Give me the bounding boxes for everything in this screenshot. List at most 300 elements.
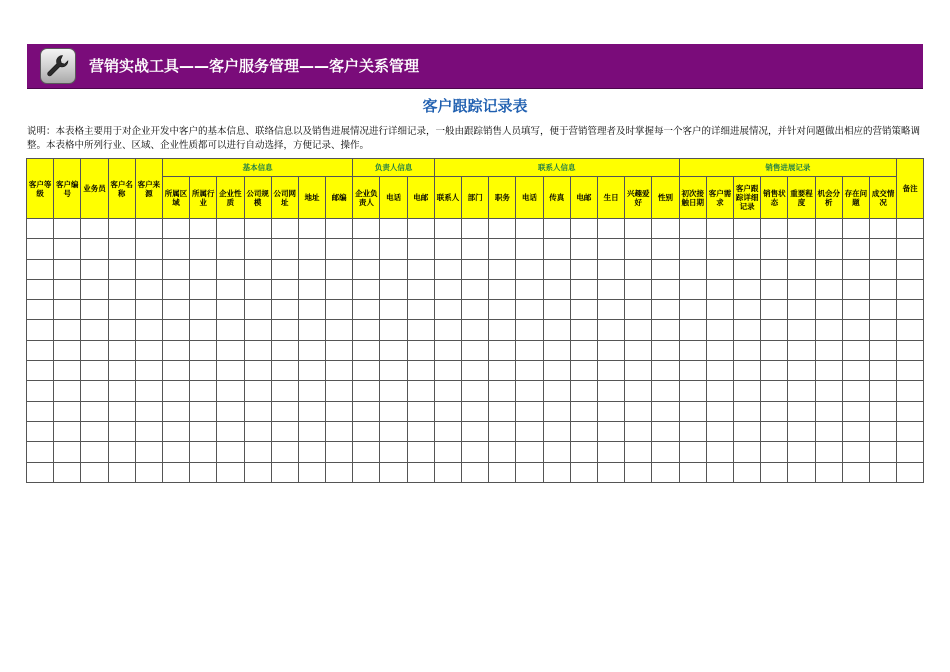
table-cell[interactable] [897,219,924,239]
table-cell[interactable] [706,361,733,381]
table-cell[interactable] [652,401,679,421]
table-cell[interactable] [543,279,570,299]
table-cell[interactable] [434,259,461,279]
table-cell[interactable] [897,259,924,279]
table-cell[interactable] [652,239,679,259]
table-cell[interactable] [598,320,625,340]
table-cell[interactable] [625,320,652,340]
table-cell[interactable] [761,219,788,239]
table-cell[interactable] [244,340,271,360]
table-cell[interactable] [326,381,353,401]
table-cell[interactable] [298,421,325,441]
table-cell[interactable] [81,340,108,360]
table-cell[interactable] [734,259,761,279]
table-cell[interactable] [217,239,244,259]
table-cell[interactable] [380,361,407,381]
table-cell[interactable] [679,442,706,462]
table-cell[interactable] [271,219,298,239]
table-cell[interactable] [54,421,81,441]
table-cell[interactable] [162,340,189,360]
table-cell[interactable] [190,361,217,381]
table-cell[interactable] [788,381,815,401]
table-cell[interactable] [271,279,298,299]
table-cell[interactable] [489,462,516,482]
table-cell[interactable] [380,442,407,462]
table-cell[interactable] [135,300,162,320]
table-cell[interactable] [54,300,81,320]
table-cell[interactable] [353,462,380,482]
table-cell[interactable] [842,462,869,482]
table-cell[interactable] [869,320,896,340]
table-cell[interactable] [190,259,217,279]
table-cell[interactable] [489,381,516,401]
table-cell[interactable] [842,239,869,259]
table-cell[interactable] [489,239,516,259]
table-cell[interactable] [869,361,896,381]
table-cell[interactable] [761,381,788,401]
table-cell[interactable] [788,442,815,462]
table-cell[interactable] [380,239,407,259]
table-cell[interactable] [897,401,924,421]
table-cell[interactable] [407,279,434,299]
table-cell[interactable] [271,340,298,360]
table-cell[interactable] [217,421,244,441]
table-cell[interactable] [625,300,652,320]
table-cell[interactable] [190,219,217,239]
table-cell[interactable] [815,320,842,340]
table-cell[interactable] [706,320,733,340]
table-cell[interactable] [353,279,380,299]
table-cell[interactable] [135,361,162,381]
table-cell[interactable] [326,442,353,462]
table-cell[interactable] [81,401,108,421]
table-cell[interactable] [407,421,434,441]
table-cell[interactable] [190,239,217,259]
table-cell[interactable] [652,279,679,299]
table-cell[interactable] [271,300,298,320]
table-cell[interactable] [543,361,570,381]
table-cell[interactable] [761,442,788,462]
table-cell[interactable] [897,381,924,401]
table-cell[interactable] [897,340,924,360]
table-cell[interactable] [679,239,706,259]
table-cell[interactable] [652,442,679,462]
table-cell[interactable] [543,381,570,401]
table-cell[interactable] [298,361,325,381]
table-cell[interactable] [625,219,652,239]
table-cell[interactable] [598,421,625,441]
table-cell[interactable] [761,320,788,340]
table-cell[interactable] [625,259,652,279]
table-cell[interactable] [271,320,298,340]
table-cell[interactable] [570,239,597,259]
table-cell[interactable] [869,381,896,401]
table-cell[interactable] [516,462,543,482]
table-cell[interactable] [516,239,543,259]
table-cell[interactable] [869,421,896,441]
table-cell[interactable] [815,300,842,320]
table-cell[interactable] [271,361,298,381]
table-cell[interactable] [271,462,298,482]
table-cell[interactable] [734,320,761,340]
table-cell[interactable] [570,279,597,299]
table-cell[interactable] [244,320,271,340]
table-cell[interactable] [27,279,54,299]
table-cell[interactable] [815,219,842,239]
table-cell[interactable] [570,401,597,421]
table-cell[interactable] [298,442,325,462]
table-cell[interactable] [271,421,298,441]
table-cell[interactable] [598,259,625,279]
table-cell[interactable] [543,239,570,259]
table-cell[interactable] [108,462,135,482]
table-cell[interactable] [380,421,407,441]
table-cell[interactable] [815,401,842,421]
table-cell[interactable] [380,320,407,340]
table-cell[interactable] [217,320,244,340]
table-cell[interactable] [815,361,842,381]
table-cell[interactable] [625,279,652,299]
table-cell[interactable] [353,421,380,441]
table-cell[interactable] [598,300,625,320]
table-cell[interactable] [706,442,733,462]
table-cell[interactable] [570,381,597,401]
table-cell[interactable] [27,320,54,340]
table-cell[interactable] [897,361,924,381]
table-cell[interactable] [244,462,271,482]
table-cell[interactable] [190,320,217,340]
table-cell[interactable] [761,361,788,381]
table-cell[interactable] [788,239,815,259]
table-cell[interactable] [27,421,54,441]
table-cell[interactable] [81,259,108,279]
table-cell[interactable] [869,300,896,320]
table-cell[interactable] [217,340,244,360]
table-cell[interactable] [135,239,162,259]
table-cell[interactable] [135,462,162,482]
table-cell[interactable] [788,462,815,482]
table-cell[interactable] [190,340,217,360]
table-cell[interactable] [462,259,489,279]
table-cell[interactable] [434,320,461,340]
table-cell[interactable] [598,442,625,462]
table-cell[interactable] [244,279,271,299]
table-cell[interactable] [298,279,325,299]
table-cell[interactable] [625,340,652,360]
table-cell[interactable] [81,239,108,259]
table-cell[interactable] [162,462,189,482]
table-cell[interactable] [734,239,761,259]
table-cell[interactable] [706,279,733,299]
table-cell[interactable] [27,239,54,259]
table-cell[interactable] [652,340,679,360]
table-cell[interactable] [543,421,570,441]
table-cell[interactable] [516,442,543,462]
table-cell[interactable] [81,381,108,401]
table-cell[interactable] [108,320,135,340]
table-cell[interactable] [625,361,652,381]
table-cell[interactable] [190,421,217,441]
table-cell[interactable] [54,340,81,360]
table-cell[interactable] [489,442,516,462]
table-cell[interactable] [298,381,325,401]
table-cell[interactable] [842,320,869,340]
table-cell[interactable] [652,421,679,441]
table-cell[interactable] [842,442,869,462]
table-cell[interactable] [271,239,298,259]
table-cell[interactable] [788,300,815,320]
table-cell[interactable] [326,239,353,259]
table-cell[interactable] [516,300,543,320]
table-cell[interactable] [652,381,679,401]
table-cell[interactable] [570,462,597,482]
table-cell[interactable] [434,279,461,299]
table-cell[interactable] [162,300,189,320]
table-cell[interactable] [326,320,353,340]
table-cell[interactable] [625,442,652,462]
table-cell[interactable] [353,361,380,381]
table-cell[interactable] [298,300,325,320]
table-cell[interactable] [298,219,325,239]
table-cell[interactable] [135,279,162,299]
table-cell[interactable] [54,259,81,279]
table-cell[interactable] [869,442,896,462]
table-cell[interactable] [217,401,244,421]
table-cell[interactable] [244,401,271,421]
table-cell[interactable] [162,442,189,462]
table-cell[interactable] [380,340,407,360]
table-cell[interactable] [407,381,434,401]
table-cell[interactable] [407,239,434,259]
table-cell[interactable] [570,300,597,320]
table-cell[interactable] [706,462,733,482]
table-cell[interactable] [761,279,788,299]
table-cell[interactable] [217,381,244,401]
table-cell[interactable] [298,239,325,259]
table-cell[interactable] [271,401,298,421]
table-cell[interactable] [570,361,597,381]
table-cell[interactable] [81,442,108,462]
table-cell[interactable] [244,361,271,381]
table-cell[interactable] [54,401,81,421]
table-cell[interactable] [679,340,706,360]
table-cell[interactable] [543,401,570,421]
table-cell[interactable] [407,340,434,360]
table-cell[interactable] [271,259,298,279]
table-cell[interactable] [380,259,407,279]
table-cell[interactable] [217,442,244,462]
table-cell[interactable] [434,381,461,401]
table-cell[interactable] [815,442,842,462]
table-cell[interactable] [516,259,543,279]
table-cell[interactable] [27,340,54,360]
table-cell[interactable] [869,259,896,279]
table-cell[interactable] [489,219,516,239]
table-cell[interactable] [54,462,81,482]
table-cell[interactable] [815,239,842,259]
table-cell[interactable] [244,421,271,441]
table-cell[interactable] [489,259,516,279]
table-cell[interactable] [679,279,706,299]
table-cell[interactable] [407,300,434,320]
table-cell[interactable] [543,442,570,462]
table-cell[interactable] [462,462,489,482]
table-cell[interactable] [434,239,461,259]
table-cell[interactable] [135,442,162,462]
table-cell[interactable] [706,219,733,239]
table-cell[interactable] [897,279,924,299]
table-cell[interactable] [326,219,353,239]
table-cell[interactable] [679,401,706,421]
table-cell[interactable] [543,300,570,320]
table-cell[interactable] [298,259,325,279]
table-cell[interactable] [380,300,407,320]
table-cell[interactable] [570,421,597,441]
table-cell[interactable] [897,421,924,441]
table-cell[interactable] [897,320,924,340]
table-cell[interactable] [516,421,543,441]
table-cell[interactable] [326,361,353,381]
table-cell[interactable] [353,442,380,462]
table-cell[interactable] [380,219,407,239]
table-cell[interactable] [462,401,489,421]
table-cell[interactable] [897,239,924,259]
table-cell[interactable] [326,300,353,320]
table-cell[interactable] [380,462,407,482]
table-cell[interactable] [380,401,407,421]
table-cell[interactable] [27,361,54,381]
table-cell[interactable] [842,340,869,360]
table-cell[interactable] [54,442,81,462]
table-cell[interactable] [81,421,108,441]
table-cell[interactable] [489,320,516,340]
table-cell[interactable] [842,279,869,299]
table-cell[interactable] [489,401,516,421]
table-cell[interactable] [217,361,244,381]
table-cell[interactable] [54,361,81,381]
table-cell[interactable] [190,300,217,320]
table-cell[interactable] [489,340,516,360]
table-cell[interactable] [190,462,217,482]
table-cell[interactable] [815,259,842,279]
table-cell[interactable] [27,442,54,462]
table-cell[interactable] [407,442,434,462]
table-cell[interactable] [190,279,217,299]
table-cell[interactable] [108,300,135,320]
table-cell[interactable] [706,340,733,360]
table-cell[interactable] [815,462,842,482]
table-cell[interactable] [543,340,570,360]
table-cell[interactable] [489,361,516,381]
table-cell[interactable] [761,401,788,421]
table-cell[interactable] [516,219,543,239]
table-cell[interactable] [81,361,108,381]
table-cell[interactable] [679,320,706,340]
table-cell[interactable] [679,462,706,482]
table-cell[interactable] [135,219,162,239]
table-cell[interactable] [869,340,896,360]
table-cell[interactable] [462,279,489,299]
table-cell[interactable] [652,300,679,320]
table-cell[interactable] [326,462,353,482]
table-cell[interactable] [706,300,733,320]
table-cell[interactable] [135,421,162,441]
table-cell[interactable] [734,462,761,482]
table-cell[interactable] [489,300,516,320]
table-cell[interactable] [244,259,271,279]
table-cell[interactable] [734,401,761,421]
table-cell[interactable] [81,279,108,299]
table-cell[interactable] [244,239,271,259]
table-cell[interactable] [244,300,271,320]
table-cell[interactable] [434,401,461,421]
table-cell[interactable] [353,381,380,401]
table-cell[interactable] [598,381,625,401]
table-cell[interactable] [652,361,679,381]
table-cell[interactable] [81,300,108,320]
table-cell[interactable] [27,259,54,279]
table-cell[interactable] [869,219,896,239]
table-cell[interactable] [27,219,54,239]
table-cell[interactable] [788,421,815,441]
table-cell[interactable] [407,259,434,279]
table-cell[interactable] [434,421,461,441]
table-cell[interactable] [516,401,543,421]
table-cell[interactable] [516,381,543,401]
table-cell[interactable] [734,279,761,299]
table-cell[interactable] [27,381,54,401]
table-cell[interactable] [462,340,489,360]
table-cell[interactable] [761,421,788,441]
table-cell[interactable] [407,219,434,239]
table-cell[interactable] [489,279,516,299]
table-cell[interactable] [217,279,244,299]
table-cell[interactable] [706,381,733,401]
table-cell[interactable] [108,381,135,401]
table-cell[interactable] [190,381,217,401]
table-cell[interactable] [462,300,489,320]
table-cell[interactable] [679,219,706,239]
table-cell[interactable] [625,239,652,259]
table-cell[interactable] [462,219,489,239]
table-cell[interactable] [489,421,516,441]
table-cell[interactable] [434,300,461,320]
table-cell[interactable] [897,442,924,462]
table-cell[interactable] [598,279,625,299]
table-cell[interactable] [108,219,135,239]
table-cell[interactable] [842,401,869,421]
table-cell[interactable] [434,361,461,381]
table-cell[interactable] [761,300,788,320]
table-cell[interactable] [598,361,625,381]
table-cell[interactable] [407,361,434,381]
table-cell[interactable] [598,239,625,259]
table-cell[interactable] [353,340,380,360]
table-cell[interactable] [462,320,489,340]
table-cell[interactable] [54,381,81,401]
table-cell[interactable] [162,421,189,441]
table-cell[interactable] [108,259,135,279]
table-cell[interactable] [135,320,162,340]
table-cell[interactable] [543,219,570,239]
table-cell[interactable] [761,340,788,360]
table-cell[interactable] [815,279,842,299]
table-cell[interactable] [434,442,461,462]
table-cell[interactable] [217,462,244,482]
table-cell[interactable] [353,300,380,320]
table-cell[interactable] [516,340,543,360]
table-cell[interactable] [108,361,135,381]
